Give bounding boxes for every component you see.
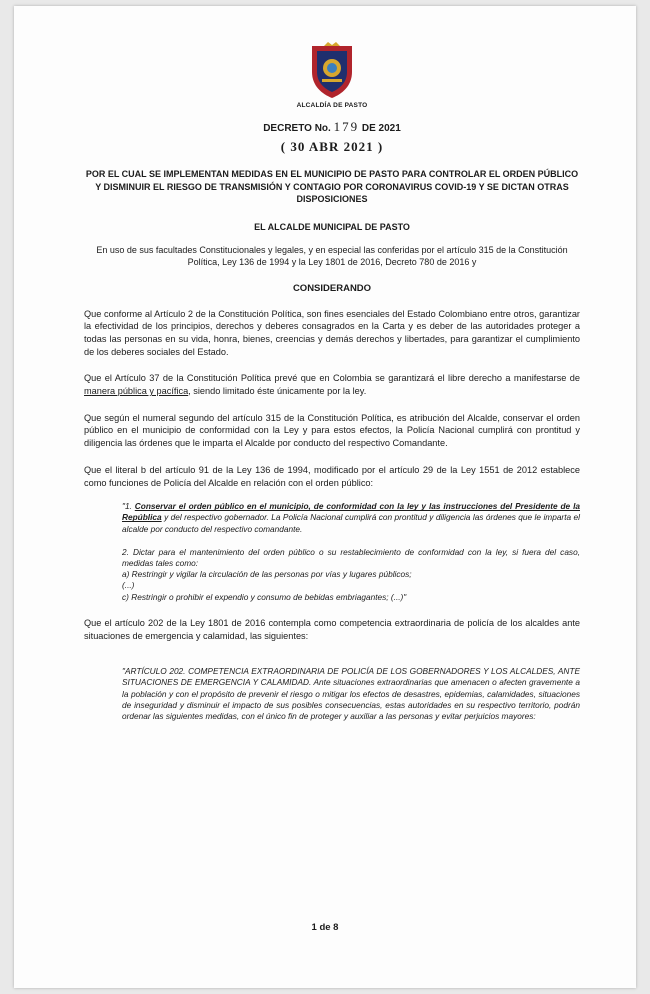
quote-item-1-prefix: "1. — [122, 501, 135, 512]
municipality-label: ALCALDÍA DE PASTO — [296, 102, 368, 109]
decree-date — [84, 139, 580, 155]
paragraph-article-91: Que el literal b del artículo 91 de la Ley 136 de 1994, modificado por el artículo 29 de la Ley 1551 de 2012 establece como funciones de Policía del Alcalde en relación con el orden público: — [84, 464, 580, 488]
paragraph-article-202: Que el artículo 202 de la Ley 1801 de 2016 contempla como competencia extraordinaria de policía de los alcaldes ante situaciones de emergencia y calamidad, las siguientes: — [84, 617, 580, 641]
paragraph-article-315: Que según el numeral segundo del artículo 315 de la Constitución Política, es atribución del Alcalde, conservar el orden público en el municipio de conformidad con la Ley y para estos efectos, la Policía Nacional cumplirá con prontitud y diligencia las órdenes que le imparta el Alcalde por conducto del respectivo Comandante. — [84, 412, 580, 449]
quote-item-2-line: 2. Dictar para el mantenimiento del orden público o su restablecimiento de conformidad con la ley, si fuera del caso, medidas tales como: — [122, 546, 580, 569]
decree-label: DECRETO No. — [263, 123, 331, 134]
document-page — [14, 6, 636, 988]
quote-item-2-line: c) Restringir o prohibir el expendio y consumo de bebidas embriagantes; (...)" — [122, 591, 407, 602]
intro-paragraph: En uso de sus facultades Constitucionales y legales, y en especial las conferidas por el artículo 315 de la Constitución Política, Ley 136 de 1994 y la Ley 1801 de 2016, Decreto 780 de 2016 y — [96, 244, 568, 267]
paragraph-article-37 — [84, 372, 580, 397]
quote-item-2-line: (...) — [122, 580, 135, 591]
paragraph-article-2: Que conforme al Artículo 2 de la Constitución Política, son fines esenciales del Estado Colombiano entre otros, garantizar la efectividad de los principios, derechos y deberes consagrados en la Carta y es deber de las autoridades proteger a todas las personas en su vida, honra, bienes, creencias y demás derechos y libertades, para garantizar el cumplimiento de los deberes sociales del Estado. — [84, 308, 580, 357]
paragraph-article-37-a: Que el Artículo 37 de la Constitución Política prevé que en Colombia se garantizará el libre derecho a manifestarse de — [84, 373, 580, 384]
paragraph-article-37-b: , siendo limitado éste únicamente por la ley. — [188, 386, 367, 397]
decree-year: DE 2021 — [361, 123, 401, 134]
page-number: 1 de 8 — [311, 922, 339, 933]
decree-title: POR EL CUAL SE IMPLEMENTAN MEDIDAS EN EL MUNICIPIO DE PASTO PARA CONTROLAR EL ORDEN PÚBLICO Y DISMINUIR EL RIESGO DE TRANSMISIÓN Y CONTAGIO POR CORONAVIRUS COVID-19 Y SE DICTAN OTRAS DISPOSICIONES — [85, 169, 579, 204]
quote-item-1-underlined: Conservar el orden público en el municipio, de conformidad con la ley y las instrucciones del Presidente de la República — [122, 501, 580, 523]
decree-number: 179 — [333, 119, 360, 134]
considerando-heading: CONSIDERANDO — [292, 282, 372, 294]
date-stamp: ( 30 ABR 2021 ) — [280, 139, 384, 154]
pasto-coat-of-arms-icon — [308, 42, 356, 100]
paragraph-article-37-underlined: manera pública y pacífica — [84, 386, 189, 397]
quote-item-2-line: a) Restringir y vigilar la circulación de las personas por vías y lugares públicos; — [122, 569, 412, 580]
decree-heading — [84, 119, 580, 135]
authority-heading: EL ALCALDE MUNICIPAL DE PASTO — [254, 221, 410, 232]
quote-item-2 — [122, 547, 580, 603]
quote-item-1 — [122, 501, 580, 535]
quote-article-202: "ARTÍCULO 202. COMPETENCIA EXTRAORDINARIA DE POLICÍA DE LOS GOBERNADORES Y LOS ALCALDES, ANTE SITUACIONES DE EMERGENCIA Y CALAMIDAD. Ante situaciones extraordinarias que amenacen o afecten gravemente a la población y con el propósito de prevenir el riesgo o mitigar los efectos de desastres, epidemias, calamidades, situaciones de inseguridad y disminuir el impacto de sus posibles consecuencias, estas autoridades en su respectivo territorio, podrán ordenar las siguientes medidas, con el único fin de proteger y auxiliar a las personas y evitar perjuicios mayores: — [122, 666, 580, 722]
document-content — [84, 42, 580, 722]
quote-item-1-rest: y del respectivo gobernador. La Policía Nacional cumplirá con prontitud y diligencia las órdenes que le imparta el alcalde por conducto del respectivo comandante. — [122, 512, 580, 534]
